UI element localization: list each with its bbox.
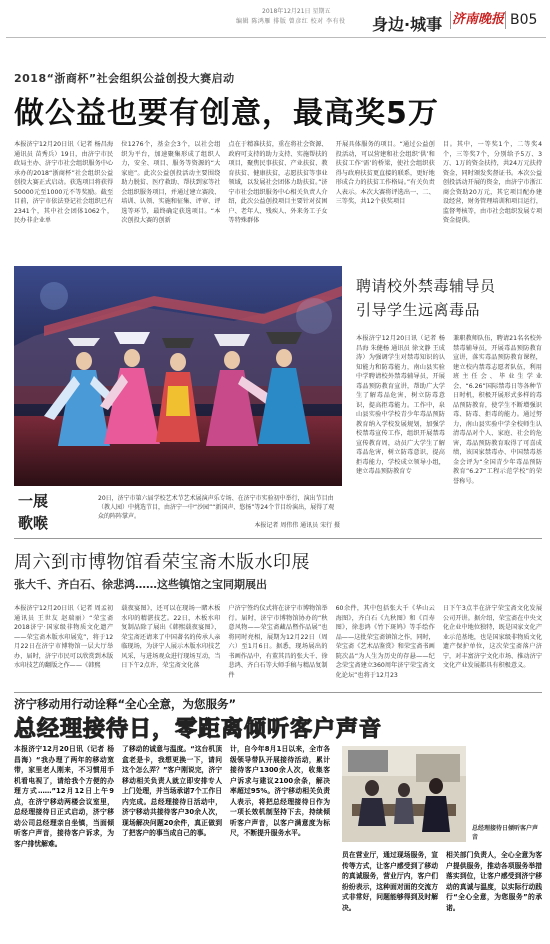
- page-header: [6, 4, 546, 38]
- photo-label: [18, 490, 48, 534]
- story3-subhead: 张大千、齐白石、徐悲鸿……这些镇馆之宝同期展出: [14, 578, 267, 591]
- story1-body: [14, 140, 542, 256]
- section-title: 身边·城事: [372, 15, 443, 34]
- section-divider: [14, 538, 542, 539]
- story3-column: 本报济宁12月20日讯（记者 周孟初 通讯员 王世友 赵瑞丽）“荣宝斋2018济宁·国家级非物质文化遗产——荣宝斋木版水印展览”，将于12月22日在济宁市博物馆一层大厅举办，届时，济宁市民可以欣赏到木版水印技艺的翻版之作——《韩熙: [14, 605, 114, 669]
- story2-headline-line2: 引导学生远离毒品: [356, 301, 481, 319]
- story4-body: [14, 744, 330, 936]
- reception-photo: [342, 746, 466, 842]
- story2-headline-line1: 聘请校外禁毒辅导员: [356, 277, 496, 295]
- story4-kicker: 济宁移动用行动诠释“全心全意，为您服务”: [14, 697, 237, 711]
- issue-date: 2018年12月21日 星期五: [262, 8, 331, 15]
- story1-headline: 做公益也要有创意，最高奖5万: [14, 96, 439, 131]
- photo-caption: [98, 494, 340, 530]
- story3-column: 60余件，其中包括张大千《华山云海图》，齐白石《九秋图》和《百寿图》，徐悲鸿《竹下斑鸠》等手绘作品——这批荣宝斋镇馆之作，同时，荣宝斋《艺术品鉴赏》和荣宝斋书画院次品“为人生为历史的存悬——纪念荣宝斋建立360周年济宁荣宝斋文化论坛”也将于12月23: [335, 605, 435, 679]
- photo-caption-text: 20日，济宁市第六届学校艺术节艺术展演声乐专场、在济宁市实验初中举行，演出节目由（教人园）中挑选节目，由济宁一中“沙园”“新国声、悠扬”等24个节目纷演出，展得了观众的阵阵掌声。: [98, 495, 335, 520]
- story3-column: 载夜宴图》，还可以在现场一睹木板水印的精湛技艺。22日，木板水印复制品除了展出《韩熙载夜宴图》，荣宝斋还请来了中国著名的传承人亲临现场，为济宁人展示木版水印技艺风采，与进场观众进行现场互动，当日下午2点许，荣宝斋文化落: [121, 605, 221, 669]
- story2-headline: [356, 274, 496, 322]
- photo-credit: 本报记者 周伟伟 通讯员 宋行 摄: [254, 522, 340, 529]
- page-number: B05: [510, 12, 538, 28]
- story2-body: [356, 334, 542, 530]
- story1-column: 开展具体服务的项目。“通过公益创投活动，可以营建和社会组织‘供’和扶贫工作‘需’的桥梁，使社会组织获得与政府扶贫更直接的联系，更好地形成合力的扶贫工作格局。”有关负责人表示。本次大赛将评选出一、二、三等奖，共12个获奖项目: [335, 141, 435, 205]
- story4-column: 计，自今年8月1日以来，全市各级领导带队开展接待活动，累计接待客户1300余人次，收集客户诉求与建议2100余条，解决率超过95%。济宁移动相关负责人表示，将把总经理接待日作为一项长效机制坚持下去，持续倾听客户声音，以客户满意度为标尺，不断提升服务水平。: [230, 745, 330, 837]
- story1-column: 目。其中，一等奖1个，二等奖4个，三等奖7个，分别给予5万、3万、1万的资金扶持，共24万元扶持资金，同时颁发奖督证书。本次公益创投活动开展的资金，由济宁市浙江商会资助20万元，其它项目配办建设经营，财务管理培训和项目运行，监督考核等，由市社会组织发展专项资金提供。: [442, 141, 543, 224]
- section-divider: [14, 692, 542, 693]
- story1-column: 位1276个，基金会3个，以社会组织为平台，加速聚集形成了组织人力，安全、项目、服务等资源的“大家庭”。此次公益创投活动主要围绕助力脱贫、医疗救助、帮扶到家等社会组织服务项目，并通过建立赛段、培训、认领、实施和征集、评审、评选等环节，最终确定获选项目。“本次创投大赛的创新: [121, 141, 221, 224]
- story4-right-column: 相关部门负责人，全心全意为客户提供服务，推动各项服务举措落实到位，让客户感受到济宁移动的真诚与温度，以实际行动践行“全心全意，为您服务”的承诺。: [446, 851, 542, 912]
- story3-column: 户济宁签约仪式将在济宁市博物馆举行。届时，济宁市博物馆协办的“秋意风物——荣宝斋藏品暨作品展”也将同时亮相，展期为12月22日（周六）至1月6日。据悉，现场展出的书画作品中，有董其昌的张大千、徐悲鸿、齐白石等大师手稿与精品复制件: [228, 605, 328, 679]
- paper-masthead: 济南晚报: [451, 12, 504, 27]
- reception-photo-caption: 总经理接待日倾听客户声音: [472, 825, 539, 841]
- story1-kicker: 2018“浙商杯”社会组织公益创投大赛启动: [14, 72, 235, 85]
- story4-column: 了移动的诚意与温度。“这台机顶盒老是卡，我想更换一下，请问这个怎么弄？”客户刚说完，济宁移动相关负责人就立即安排专人上门处理，并当场承诺7个工作日内完成。总经理接待日活动中，济宁移动共接待客户30余人次，现场解决问题20余件，真正做到了把客户的事当成自己的事。: [122, 745, 222, 837]
- stage-performance-photo: [14, 266, 342, 486]
- story1-column: 本报济宁12月20日讯（记者 杨昌海 通讯员 苗秀兵）19日，由济宁市民政局主办、济宁市社会组织服务中心承办的2018“浙商杯”社会组织公益创投大赛正式启动。获选项目将获得50000元至1000元不等奖励。截至目前，济宁市依法登记社会组织已有2341个，其中社会团体1062个，民办非企业单: [14, 141, 114, 224]
- photo-label-top: 一展: [18, 492, 49, 510]
- story3-headline: 周六到市博物馆看荣宝斋木版水印展: [14, 552, 310, 573]
- story3-body: [14, 604, 542, 686]
- story1-column: 点在于精准扶贫，重在将社会资源、政府可支持的助力支持、实施帮扶的项目，聚焦民事扶贫、产业扶贫、教育扶贫、健康扶贫，志愿扶贫等事业领域，以发展社会团体力助扶贫。”济宁市社会组织服务中心相关负责人介绍，此次公益创投项目主要针对贫困户、老年人、残疾人、外来务工子女等特殊群体: [228, 141, 328, 224]
- story4-right-column: 员在营业厅，通过现场服务，宣传等方式，让客户感受到了移动的真诚服务，营业厅内，客户们纷纷表示，这种面对面的交流方式非常好，问题能够得到及时解决。: [342, 851, 438, 912]
- story3-column: 日下午3点半在济宁荣宝斋文化发展公司开讲。据介绍，荣宝斋在中央文化企业中地位独特，既是国家文化产业示范基地，也是国家级非物质文化遗产保护单位，这次荣宝斋落户济宁，对丰富济宁文化市场、推动济宁文化产业发展都具有积极意义。: [442, 605, 543, 669]
- story2-column: 兼职教师队伍，聘请21名名校外禁毒辅导员，开展毒品预防教育宣讲，落实毒品预防教育课程，建立校内禁毒志愿者队伍，利用班主任会、毕业生学业会、“6.26”国际禁毒日等各种节日时机，积极开展形式多样的毒品预防教育，使学生不断增强识毒、防毒、拒毒的能力。通过努力，南山县实验中学全校师生认清毒品对个人、家庭、社会的危害，毒品预防教育取得了可喜成绩，该国家禁毒办、中国禁毒基金会评为“全国青少年毒品预防教育”6.27“工程示范学校”的荣誉称号。: [453, 335, 542, 485]
- newspaper-page: [6, 4, 546, 940]
- story4-right-body: [342, 850, 542, 936]
- editor-credits: 编辑 陈鸿雁 排版 曾彦红 校对 李有役: [236, 18, 346, 25]
- story4-headline: 总经理接待日，零距离倾听客户声音: [14, 717, 383, 742]
- story2-column: 本报济宁12月20日讯（记者 杨昌海 朱健杨 通讯员 徐文静 王成涛）为强调学生对禁毒知识的认知能力和防毒能力，南山县实验中学聘请校外禁毒辅导员，开展毒品预防教育宣讲，帮助广大学生了解毒品危害，树立防毒意识，提高拒毒能力。工作中，泉山县实验中学校青少年毒品预防教育纳入学校发展规划，加强学校禁毒宣传工作，组织开展禁毒宣传教育周，动员广大学生了解毒品危害，树立防毒意识，提高拒毒能力，学校成立领导小组，建立毒品预防教育专: [356, 335, 445, 475]
- story4-column: 本报济宁12月20日讯（记者 杨昌海）“我办理了两年的移动宽带，家里老人刚来，不习惯用手机看电视了，请给我个方便的办理方式……”12月12日上午9点，在济宁移动两楼会议室里，总经理接待日正式启动，济宁移动公司总经理亲自坐镇，当面倾听客户声音，接待客户诉求，为客户排忧解难。: [14, 745, 114, 848]
- photo-label-bottom: 歌喉: [18, 514, 49, 532]
